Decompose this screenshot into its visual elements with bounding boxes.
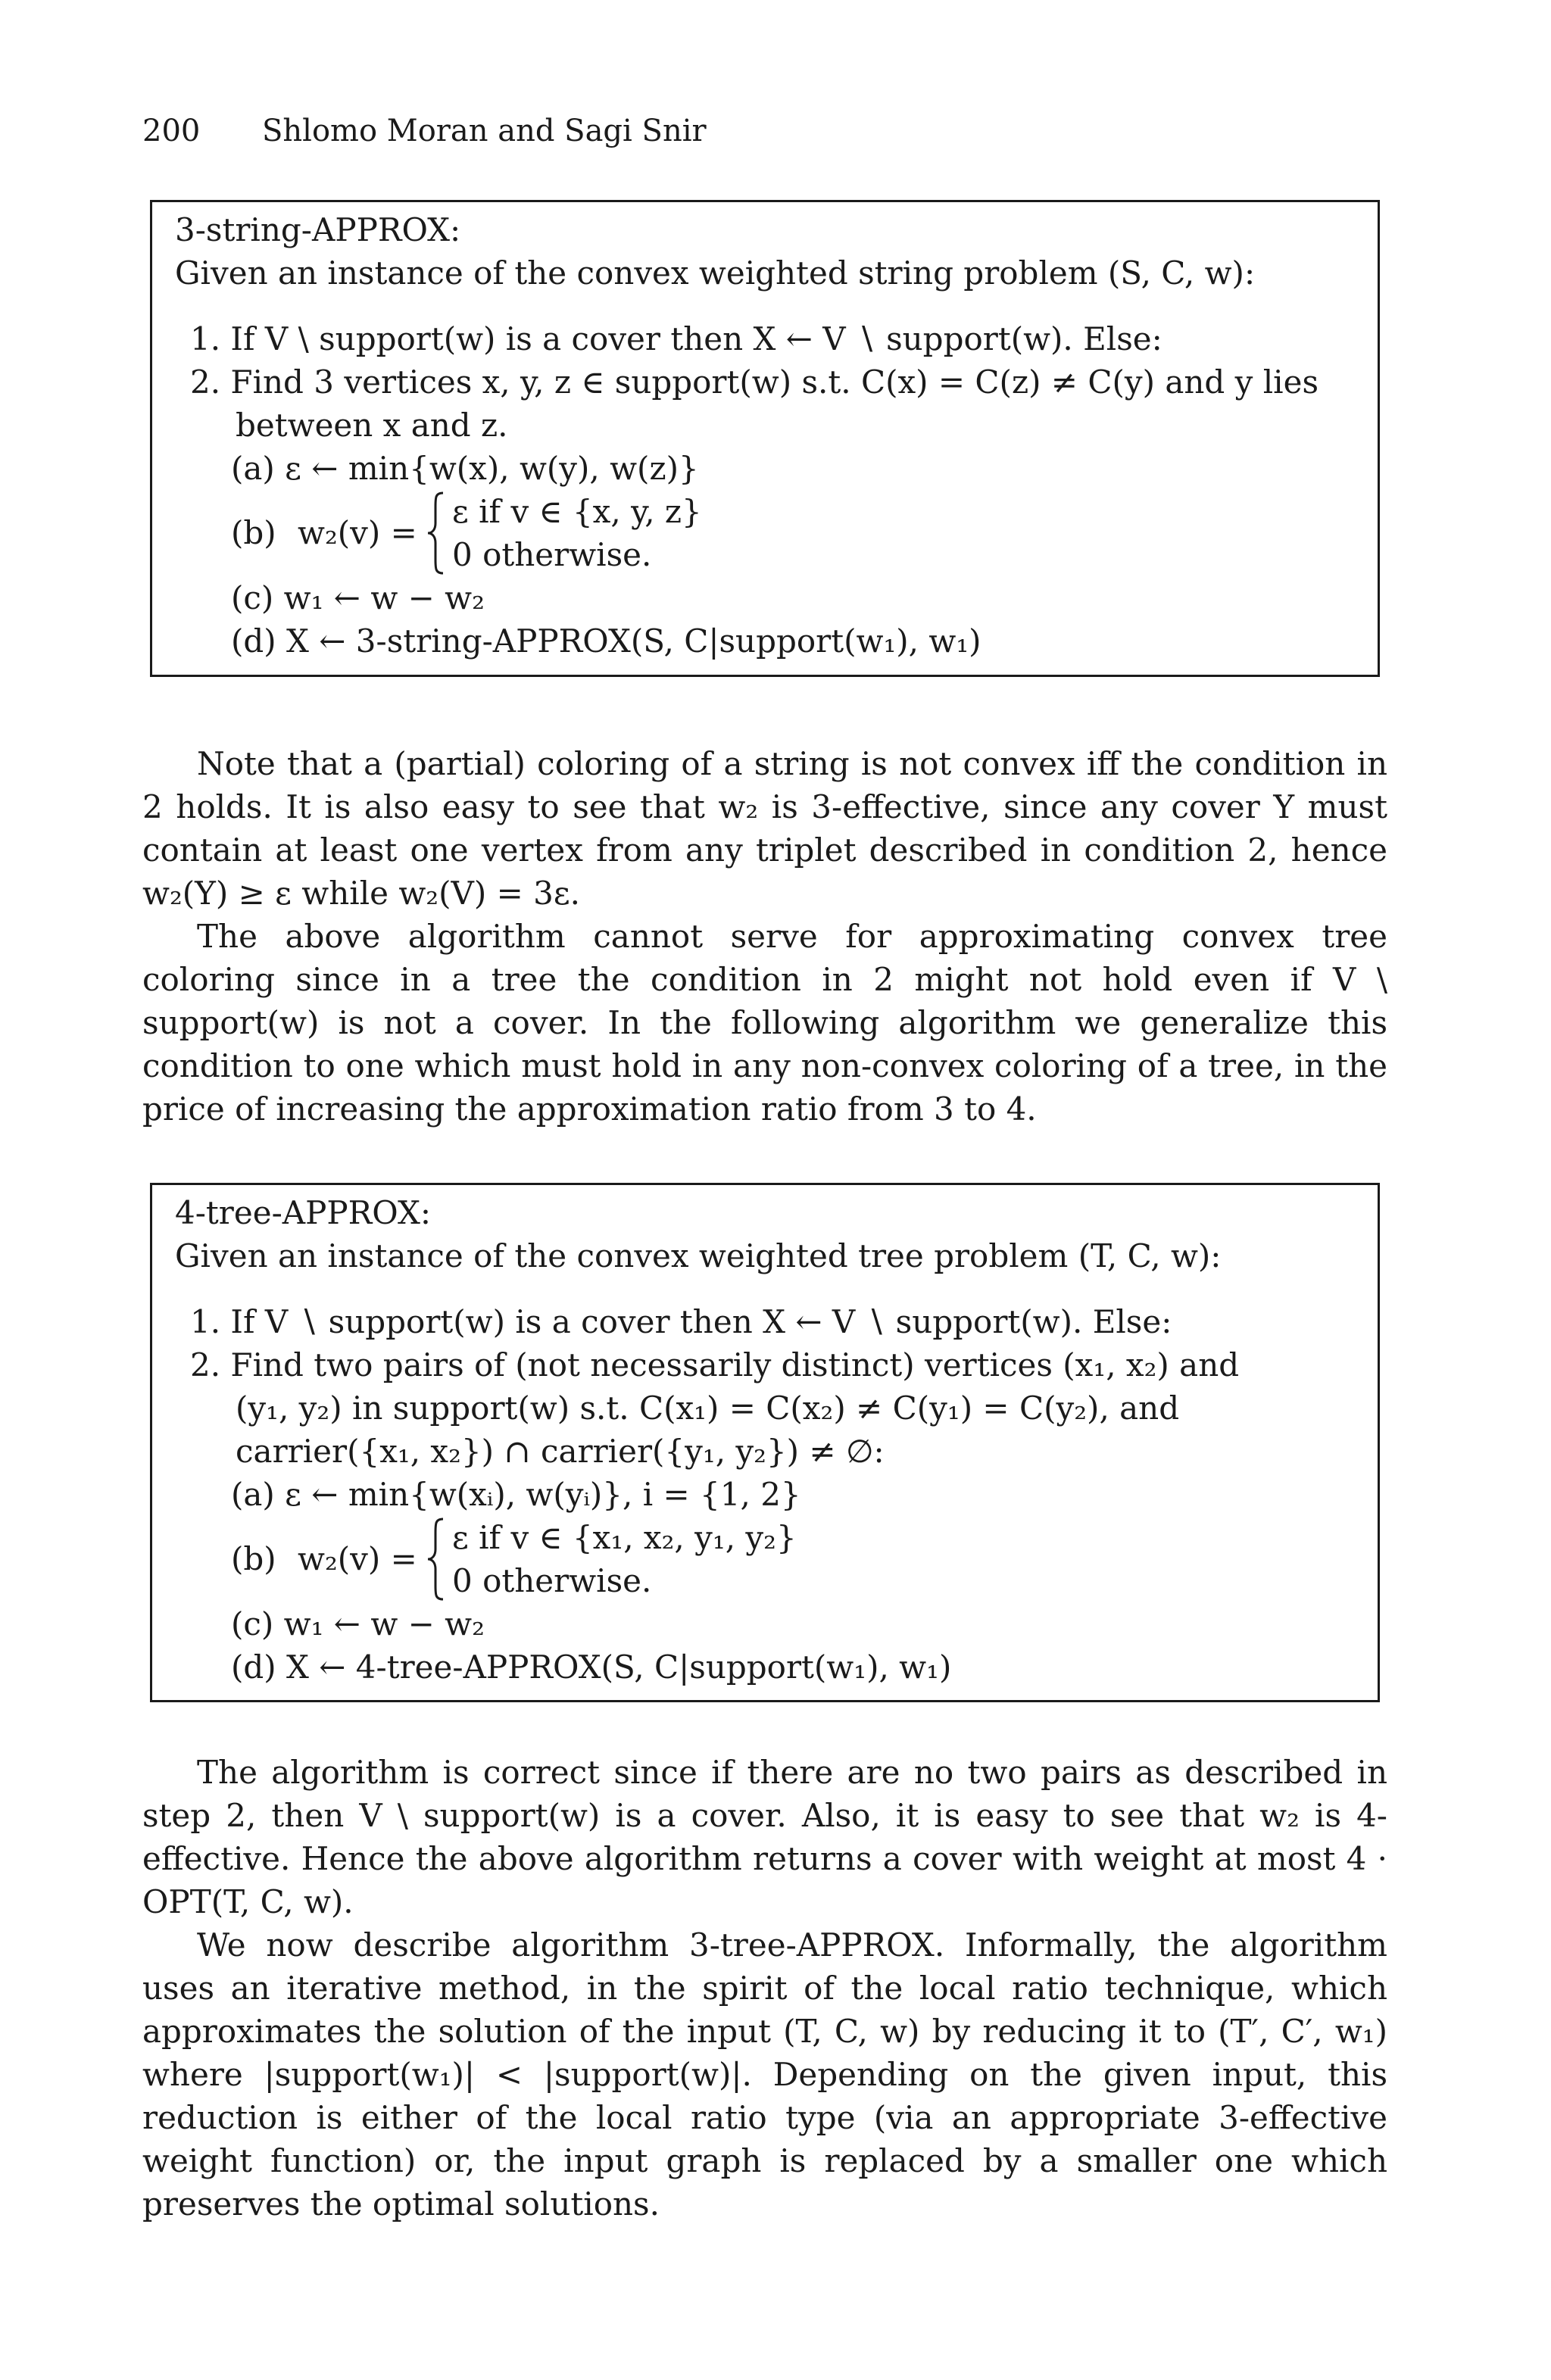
algorithm-step-1: 1. If V ∖ support(w) is a cover then X ← V ∖ support(w). Else: <box>190 1303 1172 1340</box>
substep-b-case-1: ε if v ∈ {x₁, x₂, y₁, y₂} <box>452 1519 797 1556</box>
algorithm-step-2-line-2: (y₁, y₂) in support(w) s.t. C(x₁) = C(x₂) ≠ C(y₁) = C(y₂), and <box>236 1390 1180 1427</box>
substep-b-case-2: 0 otherwise. <box>452 1562 652 1599</box>
algorithm-step-2-line-1: 2. Find two pairs of (not necessarily distinct) vertices (x₁, x₂) and <box>190 1346 1240 1383</box>
paragraph-text: Note that a (partial) coloring of a string is not convex iff the condition in 2 holds. It is also easy to see that w₂ is 3-effective, since any cover Y must contain at least one vertex from any triplet described in condition 2, hence w₂(Y) ≥ ε while w₂(V) = 3ε. <box>142 745 1387 912</box>
paragraph-text: We now describe algorithm 3-tree-APPROX. Informally, the algorithm uses an iterative method, in the spirit of the local ratio technique, which approximates the solution of the input (T, C, w) by reducing it to (T′, C′, w₁) where |support(w₁)| < |support(w)|. Depending on the given input, this reduction is either of the local ratio type (via an appropriate 3-effective weight function) or, the input graph is replaced by a smaller one which preserves the optimal solutions. <box>142 1926 1387 2222</box>
substep-b-case-1: ε if v ∈ {x, y, z} <box>452 493 702 530</box>
algorithm-step-2-line-2: between x and z. <box>236 407 508 444</box>
algorithm-substep-a: (a) ε ← min{w(x), w(y), w(z)} <box>231 450 699 487</box>
paragraph-block-1 <box>142 742 1387 1131</box>
algorithm-substep-b <box>175 1516 1355 1602</box>
paragraph <box>142 1923 1387 2226</box>
algorithm-substep-b <box>175 490 1355 576</box>
left-brace-icon <box>425 1516 448 1602</box>
paragraph <box>142 1751 1387 1923</box>
substep-b-case-2: 0 otherwise. <box>452 536 652 573</box>
left-brace-icon <box>425 490 448 576</box>
algorithm-intro: Given an instance of the convex weighted tree problem (T, C, w): <box>175 1237 1222 1274</box>
paragraph-text: The algorithm is correct since if there are no two pairs as described in step 2, then V \ support(w) is a cover. Also, it is easy to see that w₂ is 4-effective. Hence the above algorithm returns a cover with weight at most 4 · OPT(T, C, w). <box>142 1754 1387 1920</box>
paragraph <box>142 742 1387 915</box>
algorithm-step-2-line-3: carrier({x₁, x₂}) ∩ carrier({y₁, y₂}) ≠ ∅: <box>236 1433 885 1470</box>
algorithm-substep-c: (c) w₁ ← w − w₂ <box>231 579 485 616</box>
running-header <box>142 114 707 148</box>
algorithm-title: 3-string-APPROX: <box>175 211 461 248</box>
algorithm-substep-c: (c) w₁ ← w − w₂ <box>231 1605 485 1642</box>
substep-b-label: (b) <box>231 1540 276 1577</box>
algorithm-substep-a: (a) ε ← min{w(xᵢ), w(yᵢ)}, i = {1, 2} <box>231 1476 801 1513</box>
author-line: Shlomo Moran and Sagi Snir <box>262 114 707 148</box>
paragraph-text: The above algorithm cannot serve for approximating convex tree coloring since in a tree the condition in 2 might not hold even if V \ support(w) is not a cover. In the following algorithm we generalize this condition to one which must hold in any non-convex coloring of a tree, in the price of increasing the approximation ratio from 3 to 4. <box>142 918 1387 1128</box>
algorithm-substep-d: (d) X ← 4-tree-APPROX(S, C|support(w₁), w₁) <box>231 1649 952 1686</box>
algorithm-intro: Given an instance of the convex weighted string problem (S, C, w): <box>175 254 1256 292</box>
substep-b-lhs: w₂(v) = <box>298 514 417 551</box>
algorithm-step-2-line-1: 2. Find 3 vertices x, y, z ∈ support(w) s.t. C(x) = C(z) ≠ C(y) and y lies <box>190 363 1319 401</box>
substep-b-lhs: w₂(v) = <box>298 1540 417 1577</box>
algorithm-step-1: 1. If V \ support(w) is a cover then X ← V ∖ support(w). Else: <box>190 320 1162 357</box>
paragraph-block-2 <box>142 1751 1387 2226</box>
algorithm-title: 4-tree-APPROX: <box>175 1194 431 1231</box>
substep-b-label: (b) <box>231 514 276 551</box>
algorithm-box-3-string-approx <box>150 200 1380 677</box>
paragraph <box>142 915 1387 1131</box>
page-number: 200 <box>142 114 201 148</box>
algorithm-substep-d: (d) X ← 3-string-APPROX(S, C|support(w₁), w₁) <box>231 622 981 660</box>
algorithm-box-4-tree-approx <box>150 1183 1380 1702</box>
